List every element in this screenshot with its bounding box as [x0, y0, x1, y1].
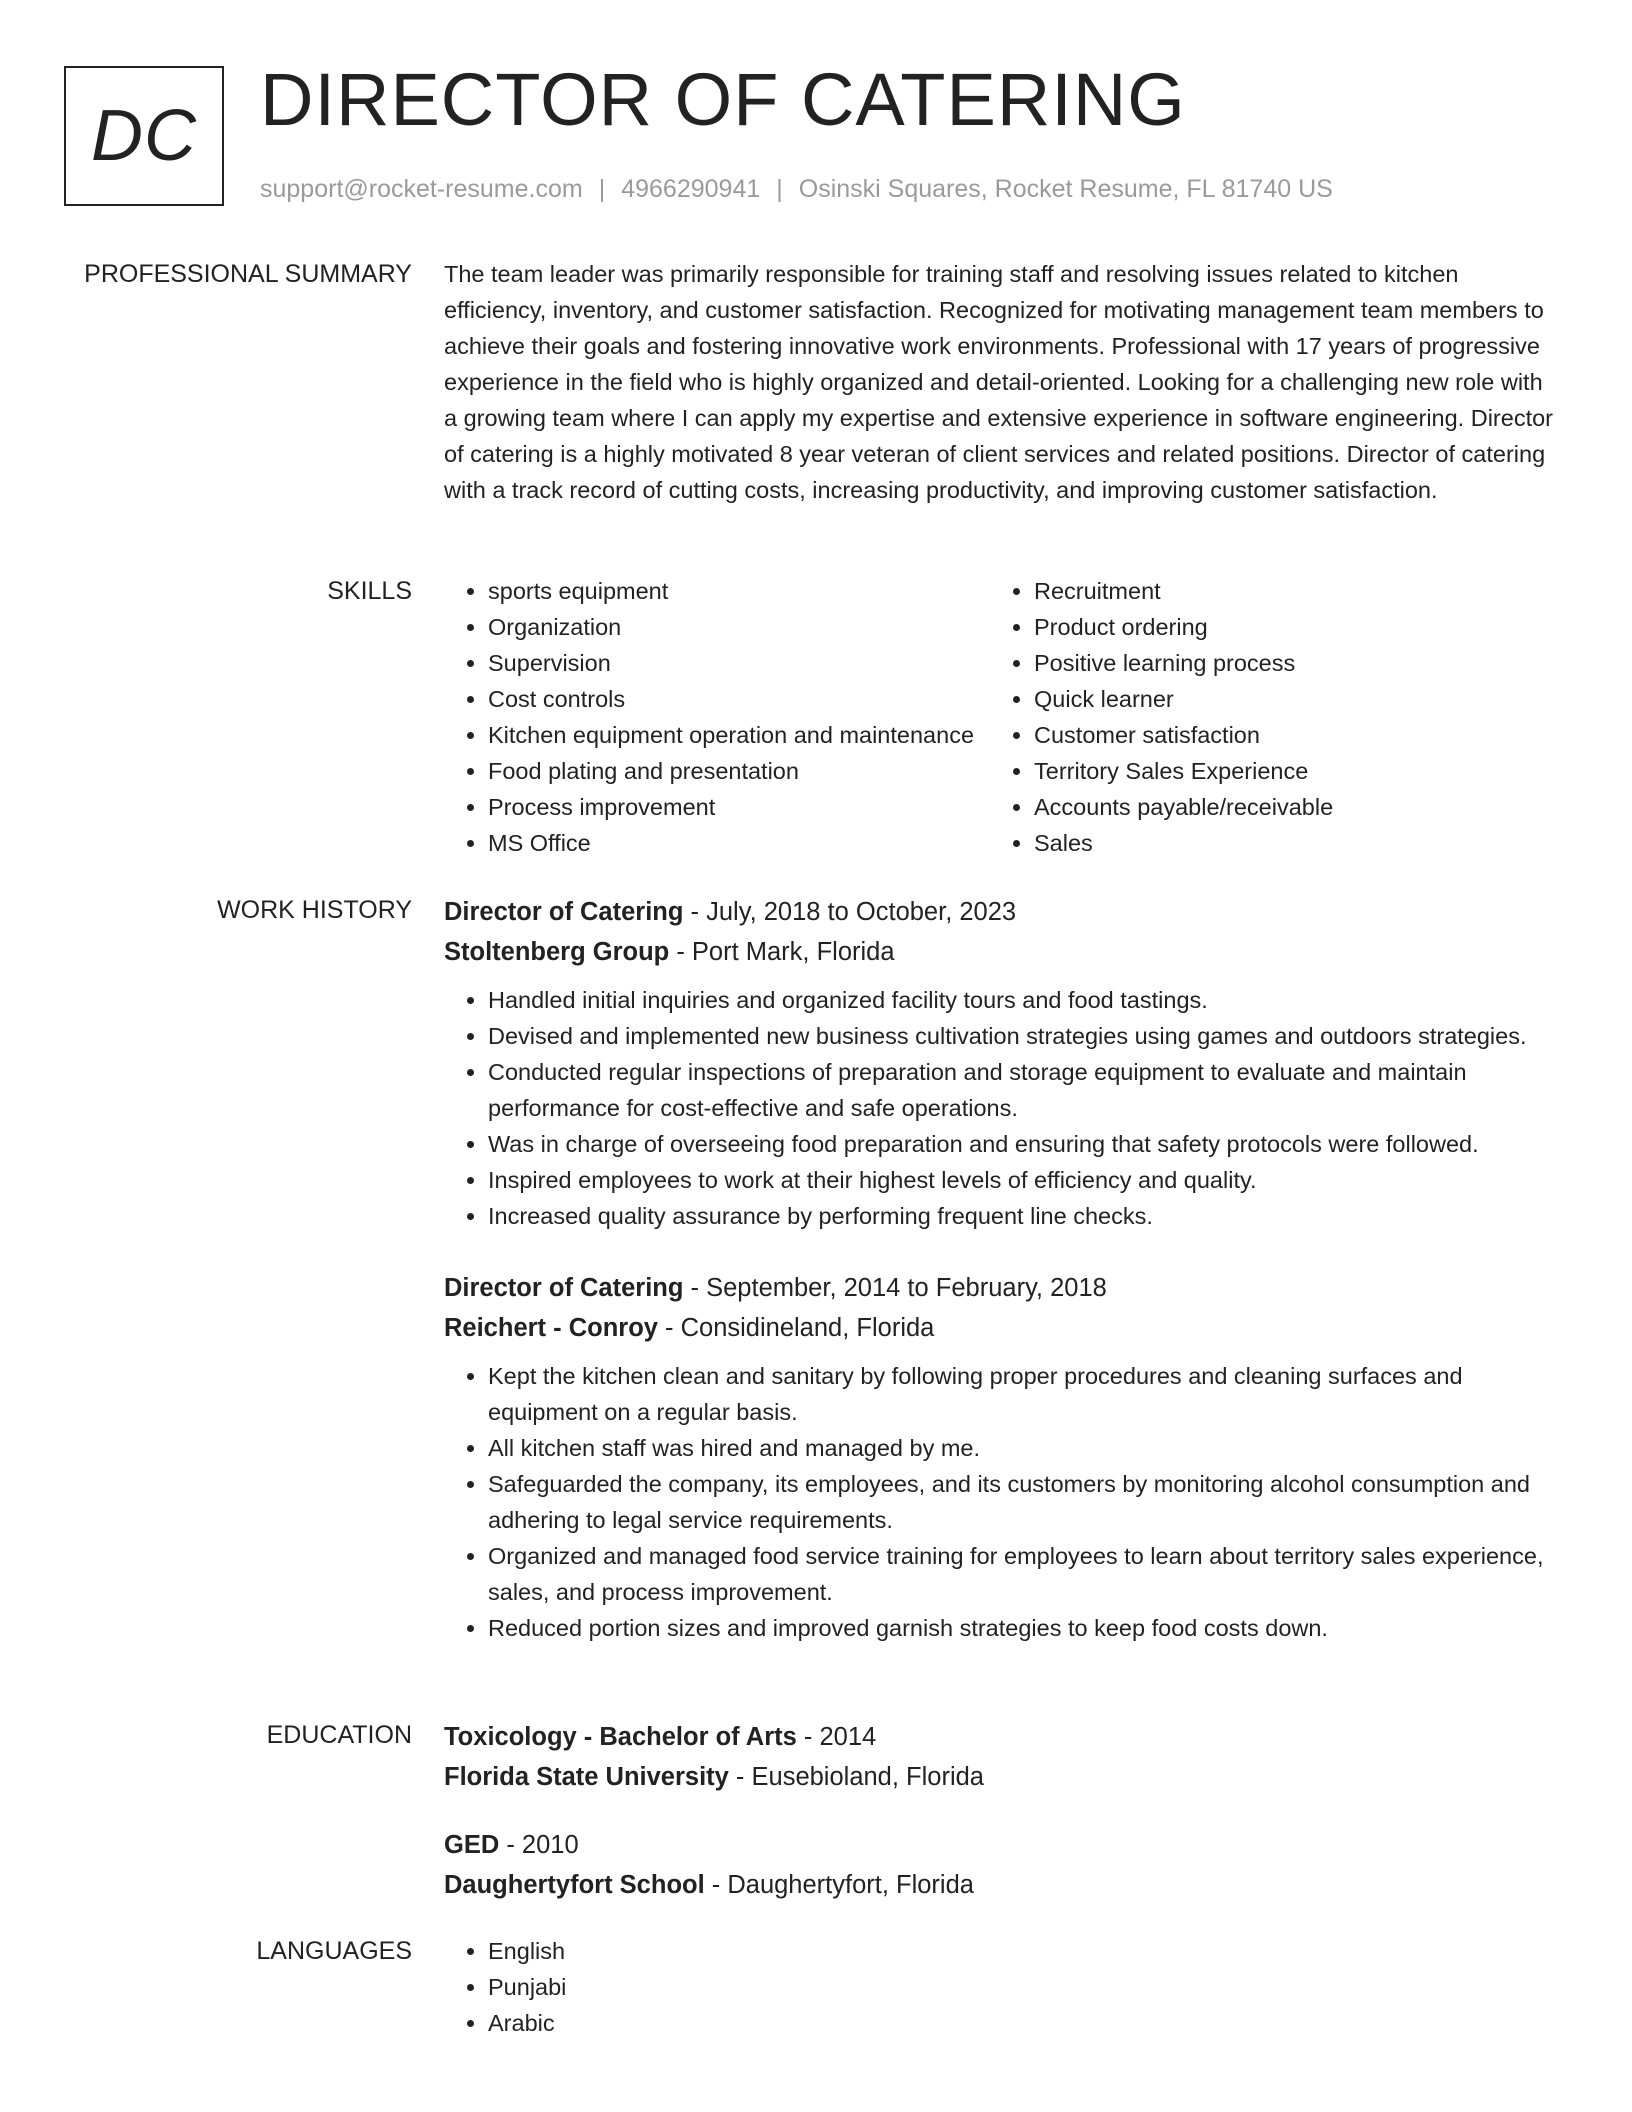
- job-bullet: • Increased quality assurance by performing frequent line checks.: [488, 1198, 1554, 1234]
- skill-item: • Accounts payable/receivable: [1034, 789, 1554, 825]
- job-bullet: • Kept the kitchen clean and sanitary by following proper procedures and cleaning surfaces and equipment on a regular basis.: [488, 1358, 1554, 1430]
- degree-name: Toxicology - Bachelor of Arts: [444, 1723, 797, 1751]
- section-label: WORK HISTORY: [217, 896, 412, 924]
- company-name: Stoltenberg Group: [444, 938, 670, 966]
- skill-item: • Recruitment: [1034, 573, 1554, 609]
- school-line: [444, 1757, 1554, 1797]
- work-history-content: [444, 892, 1554, 1680]
- section-label: EDUCATION: [266, 1721, 412, 1749]
- job-title: Director of Catering: [444, 898, 684, 926]
- job-title: Director of Catering: [444, 1274, 684, 1302]
- education-content: [444, 1717, 1554, 1933]
- monogram: DC: [64, 66, 224, 206]
- languages-list: [444, 1933, 1554, 2041]
- education-entry: [444, 1717, 1554, 1797]
- job-bullet: • Devised and implemented new business cultivation strategies using games and outdoors strategies.: [488, 1018, 1554, 1054]
- skill-item: • Product ordering: [1034, 609, 1554, 645]
- section-label: SKILLS: [327, 577, 412, 605]
- summary-content: [444, 256, 1554, 508]
- skill-item: • Kitchen equipment operation and maintenance: [488, 717, 990, 753]
- skill-item: • Sales: [1034, 825, 1554, 861]
- contact-phone[interactable]: 4966290941: [621, 175, 761, 203]
- job-bullet: • Reduced portion sizes and improved garnish strategies to keep food costs down.: [488, 1610, 1554, 1646]
- job-dates: - September, 2014 to February, 2018: [683, 1274, 1107, 1302]
- job-bullet: • Handled initial inquiries and organized facility tours and food tastings.: [488, 982, 1554, 1018]
- language-item: • English: [488, 1933, 1554, 1969]
- skill-item: • Positive learning process: [1034, 645, 1554, 681]
- job-bullet: • All kitchen staff was hired and managed by me.: [488, 1430, 1554, 1466]
- degree-year: - 2010: [499, 1831, 579, 1859]
- contact-address: Osinski Squares, Rocket Resume, FL 81740 US: [798, 175, 1333, 203]
- job-heading: [444, 1268, 1554, 1308]
- job-employer: [444, 932, 1554, 972]
- job-location: - Port Mark, Florida: [669, 938, 895, 966]
- skill-item: • Organization: [488, 609, 990, 645]
- skill-item: • Territory Sales Experience: [1034, 753, 1554, 789]
- job-bullet: • Organized and managed food service training for employees to learn about territory sales experience, sales, and process improvement.: [488, 1538, 1554, 1610]
- job-entry: [444, 1268, 1554, 1646]
- skill-item: • Process improvement: [488, 789, 990, 825]
- job-bullet: • Conducted regular inspections of preparation and storage equipment to evaluate and maintain performance for cost-effective and safe operations.: [488, 1054, 1554, 1126]
- skills-column-2: [990, 573, 1554, 861]
- job-bullet: • Safeguarded the company, its employees, and its customers by monitoring alcohol consumption and adhering to legal service requirements.: [488, 1466, 1554, 1538]
- resume-title: DIRECTOR OF CATERING: [260, 58, 1186, 141]
- job-entry: [444, 892, 1554, 1234]
- job-bullet: • Was in charge of overseeing food preparation and ensuring that safety protocols were followed.: [488, 1126, 1554, 1162]
- contact-email[interactable]: support@rocket-resume.com: [260, 175, 583, 203]
- job-heading: [444, 892, 1554, 932]
- contact-line: [260, 172, 1333, 206]
- job-employer: [444, 1308, 1554, 1348]
- skill-item: • Customer satisfaction: [1034, 717, 1554, 753]
- skill-item: • sports equipment: [488, 573, 990, 609]
- section-label: LANGUAGES: [256, 1937, 412, 1965]
- skills-list: [444, 573, 1554, 861]
- school-location: - Eusebioland, Florida: [728, 1763, 984, 1791]
- skill-item: • Cost controls: [488, 681, 990, 717]
- skill-item: • Food plating and presentation: [488, 753, 990, 789]
- language-item: • Punjabi: [488, 1969, 1554, 2005]
- language-item: • Arabic: [488, 2005, 1554, 2041]
- skill-item: • Supervision: [488, 645, 990, 681]
- skill-item: • Quick learner: [1034, 681, 1554, 717]
- job-dates: - July, 2018 to October, 2023: [683, 898, 1017, 926]
- job-bullets: [444, 982, 1554, 1234]
- school-name: Daughertyfort School: [444, 1871, 705, 1899]
- skills-column-1: [444, 573, 990, 861]
- job-location: - Considineland, Florida: [657, 1314, 935, 1342]
- languages-content: [444, 1933, 1554, 2041]
- job-bullets: [444, 1358, 1554, 1646]
- school-name: Florida State University: [444, 1763, 729, 1791]
- degree-year: - 2014: [796, 1723, 877, 1751]
- job-bullet: • Inspired employees to work at their highest levels of efficiency and quality.: [488, 1162, 1554, 1198]
- summary-text: The team leader was primarily responsible for training staff and resolving issues related to kitchen efficiency, inventory, and customer satisfaction. Recognized for motivating management team members to achieve their goals and fostering innovative work environments. Professional with 17 years of progressive experience in the field who is highly organized and detail-oriented. Looking for a challenging new role with a growing team where I can apply my expertise and extensive experience in software engineering. Director of catering is a highly motivated 8 year veteran of client services and related positions. Director of catering with a track record of cutting costs, increasing productivity, and improving customer satisfaction.: [444, 261, 1553, 503]
- separator: |: [598, 175, 606, 203]
- school-line: [444, 1865, 1554, 1905]
- school-location: - Daughertyfort, Florida: [704, 1871, 974, 1899]
- section-label: PROFESSIONAL SUMMARY: [84, 260, 412, 288]
- degree-name: GED: [444, 1831, 500, 1859]
- separator: |: [776, 175, 783, 203]
- degree-heading: [444, 1825, 1554, 1865]
- skill-item: • MS Office: [488, 825, 990, 861]
- education-entry: [444, 1825, 1554, 1905]
- degree-heading: [444, 1717, 1554, 1757]
- company-name: Reichert - Conroy: [444, 1314, 658, 1342]
